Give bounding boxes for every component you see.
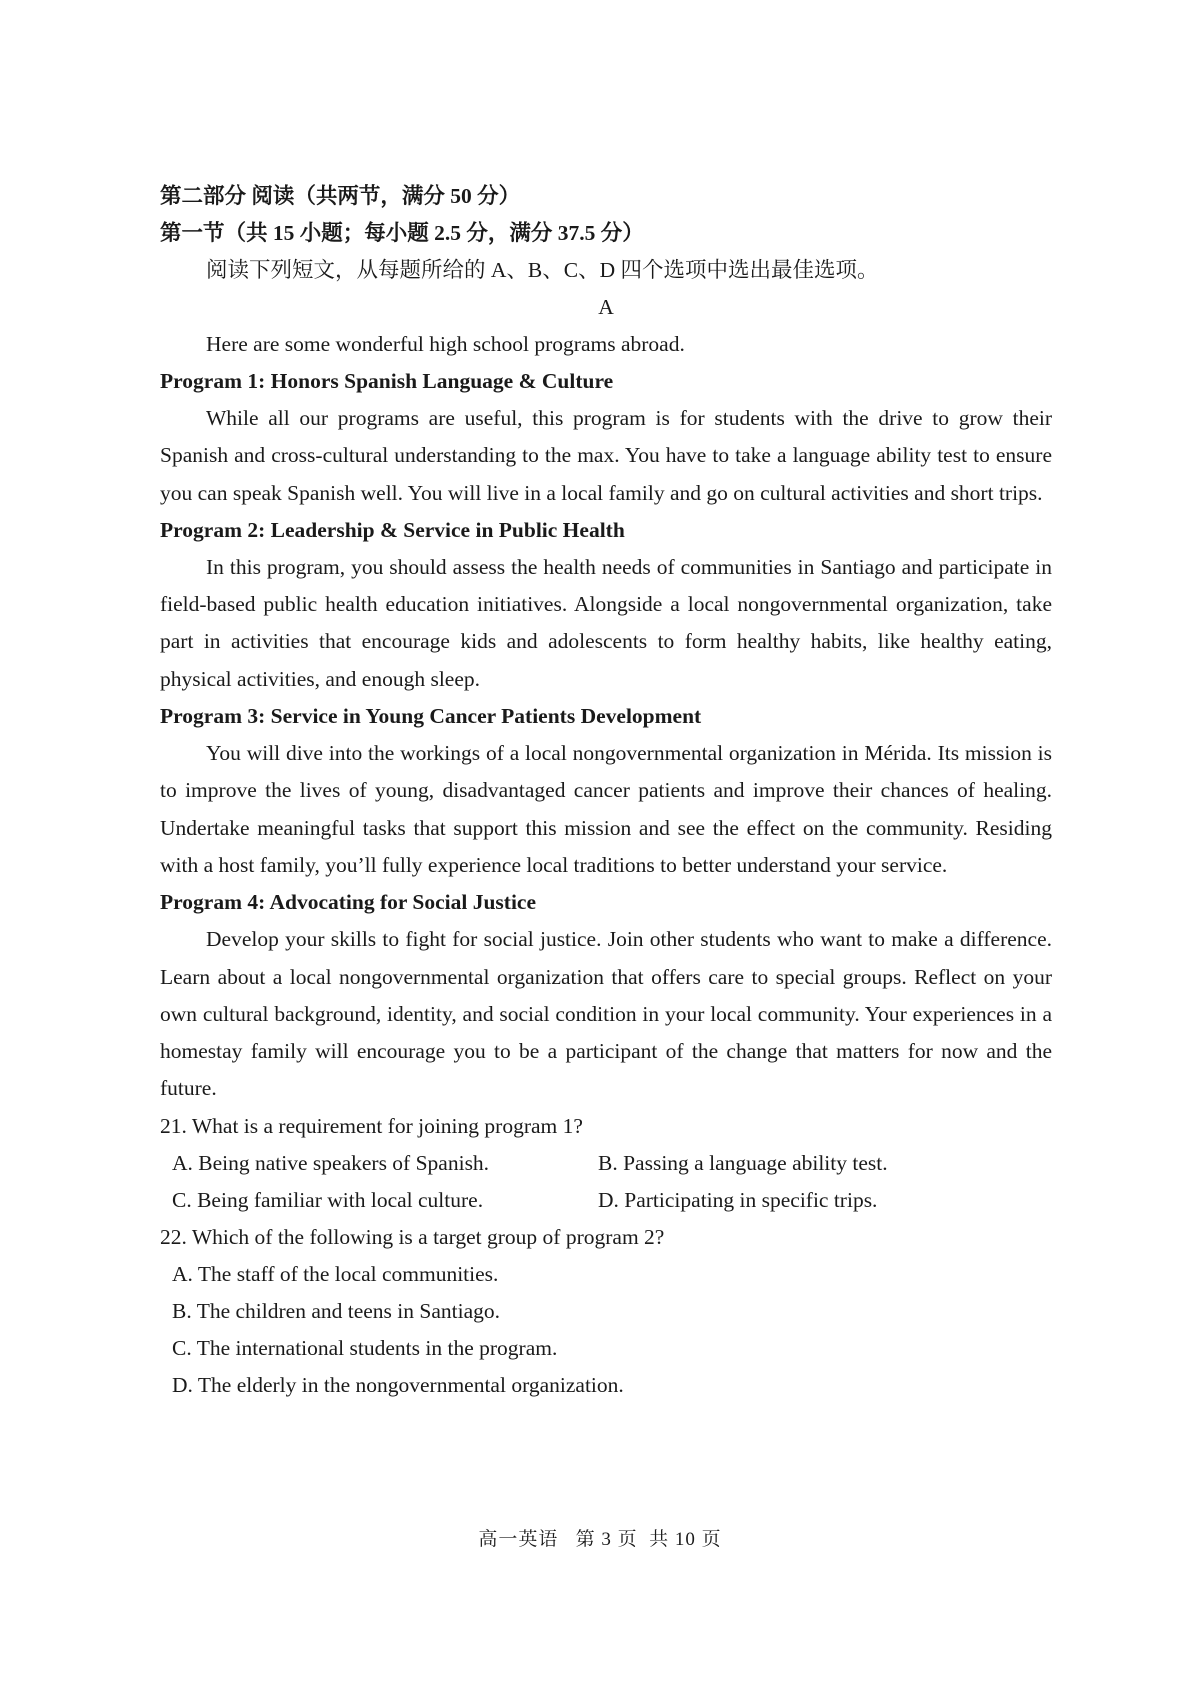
program-2-title: Program 2: Leadership & Service in Public Health [160,517,625,542]
instruction: 阅读下列短文，从每题所给的 A、B、C、D 四个选项中选出最佳选项。 [206,258,879,282]
question-21-stem: 21. What is a requirement for joining program 1? [160,1113,583,1138]
program-1-text: While all our programs are useful, this program is for students with the drive to grow their Spanish and cross-cultural understanding to the max. You have to take a language ability test to ensure you can speak Spanish well. You will live in a local family and go on cultural activities and short trips. [160,406,1052,505]
passage-letter: A [598,295,614,319]
question-21-options-row-2 [160,1182,1052,1219]
program-3-title: Program 3: Service in Young Cancer Patients Development [160,704,702,729]
question-22-stem: 22. Which of the following is a target group of program 2? [160,1224,665,1249]
question-21-option-d: D. Participating in specific trips. [598,1187,878,1212]
program-3-text: You will dive into the workings of a local nongovernmental organization in Mérida. Its mission is to improve the lives of young, disadvantaged cancer patients and improve their chances of healing. Undertake meaningful tasks that support this mission and see the effect on the community. Residing with a host family, you’ll fully experience local traditions to better understand your service. [160,741,1052,877]
question-22-option-a: A. The staff of the local communities. [172,1261,499,1286]
program-4-text: Develop your skills to fight for social justice. Join other students who want to make a difference. Learn about a local nongovernmental organization that offers care to special groups. Reflect on your own cultural background, identity, and social condition in your local community. Your experiences in a homestay family will encourage you to be a participant of the change that matters for now and the future. [160,927,1052,1101]
program-3 [160,698,1052,884]
question-21-options-row-1 [160,1145,1052,1182]
question-22-option-c: C. The international students in the program. [172,1335,558,1360]
program-4 [160,884,1052,1107]
program-2 [160,512,1052,698]
program-1-title: Program 1: Honors Spanish Language & Culture [160,369,614,393]
question-21-option-c: C. Being familiar with local culture. [172,1187,484,1212]
program-2-text: In this program, you should assess the health needs of communities in Santiago and participate in field-based public health education initiatives. Alongside a local nongovernmental organization, take part in activities that encourage kids and adolescents to form healthy habits, like healthy eating, physical activities, and enough sleep. [160,554,1052,691]
question-21-option-a: A. Being native speakers of Spanish. [172,1150,490,1175]
program-1 [160,363,1052,512]
page-content [160,178,1052,1404]
passage-intro: Here are some wonderful high school programs abroad. [206,332,685,356]
question-21-option-b: B. Passing a language ability test. [598,1150,888,1175]
program-4-title: Program 4: Advocating for Social Justice [160,890,537,915]
question-22 [160,1219,1052,1404]
subsection-title: 第一节（共 15 小题；每小题 2.5 分，满分 37.5 分） [160,221,644,245]
question-21 [160,1108,1052,1219]
section-title: 第二部分 阅读（共两节，满分 50 分） [160,184,521,208]
question-22-option-d: D. The elderly in the nongovernmental organization. [172,1372,624,1397]
question-22-option-b: B. The children and teens in Santiago. [172,1298,501,1323]
page-footer: 高一英语 第 3 页 共 10 页 [478,1529,722,1550]
